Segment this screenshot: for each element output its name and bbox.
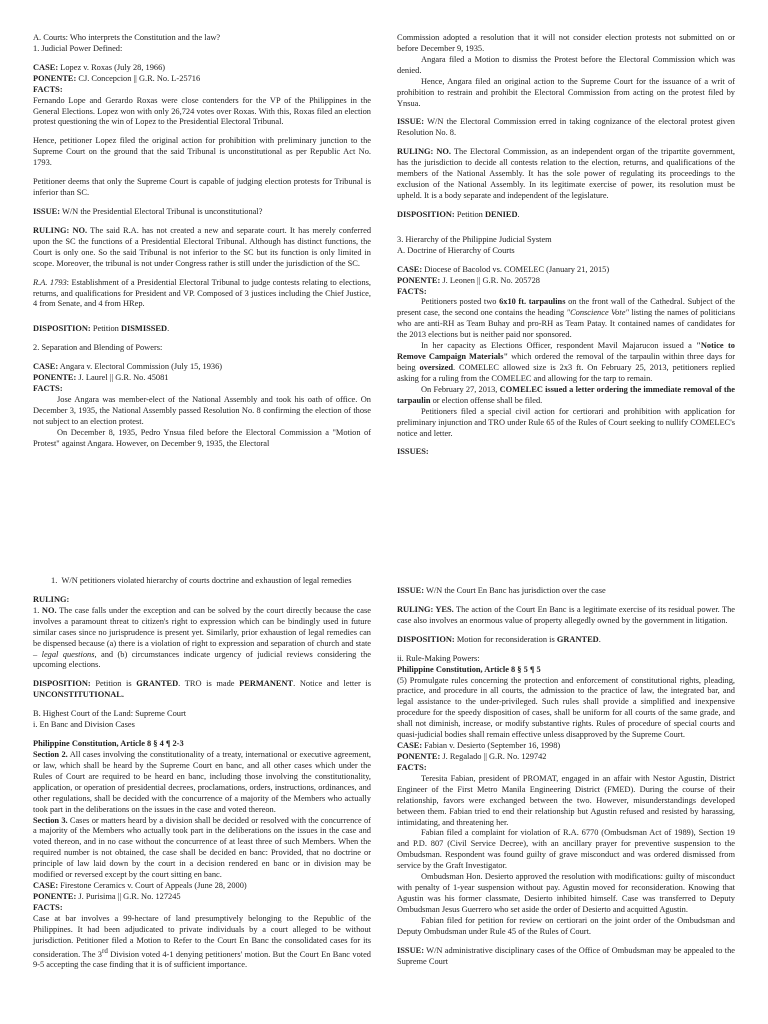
constitution-article: Philippine Constitution, Article 8 § 5 ¶ 5 bbox=[397, 664, 541, 674]
ruling-label: RULING: bbox=[33, 594, 70, 604]
ponente-line: PONENTE: CJ. Concepcion || G.R. No. L-25716 bbox=[33, 73, 201, 83]
issue-line: ISSUE: W/N the Electoral Commission erred in taking cognizance of the electoral protest given Resolution No. 8. bbox=[397, 117, 735, 138]
ra-paragraph: R.A. 1793: Establishment of a Presidential Electoral Tribunal to judge contests relating to elections, returns, and qualifications for President and VP. Composed of 3 justices including the Chief Justice, 4 from Senate, and 4 from HRep. bbox=[33, 277, 372, 309]
facts-paragraph: Commission adopted a resolution that it will not consider election protests not submitted on or before December 9, 1935. bbox=[397, 33, 735, 53]
page1-right-column bbox=[397, 33, 735, 466]
disposition-line: DISPOSITION: Petition DENIED. bbox=[397, 209, 520, 219]
issue-line: ISSUE: W/N the Presidential Electoral Tribunal is unconstitutional? bbox=[33, 206, 263, 216]
page2-left-column bbox=[33, 576, 371, 971]
page1-left-column bbox=[33, 33, 371, 450]
facts-paragraph: Teresita Fabian, president of PROMAT, engaged in an affair with Nestor Agustin, District Engineer of the First Metro Manila Engineering District (FMED). During the course of their relationship, favors were exchanged between the two. However, misunderstandings developed between them. Fabian tried to end their relationship but Agustin refused and resisted by harassing, intimidating, and threatening her. bbox=[397, 773, 735, 827]
facts-label: FACTS: bbox=[397, 762, 427, 772]
section-text: Section 2. All cases involving the constitutionality of a treaty, international or executive agreement, or law, which shall be heard by the Supreme Court en banc, and all other cases which under the Rules of Court are required to be heard en banc, including those involving the constitutionality, application, or operation of presidential decrees, proclamations, orders, instructions, ordinances, and other regulations, shall be decided with the concurrence of a majority of the Members who actually took part in the deliberations on the issues in the case and voted thereon. bbox=[33, 749, 371, 814]
case-heading: CASE: Fabian v. Desierto (September 16, 1998) bbox=[397, 741, 561, 751]
facts-paragraph: Petitioner deems that only the Supreme Court is capable of judging election protests for Tribunal is inferior than SC. bbox=[33, 177, 371, 198]
ponente-line: PONENTE: J. Leonen || G.R. No. 205728 bbox=[397, 275, 540, 285]
disposition-line: DISPOSITION: Motion for reconsideration is GRANTED. bbox=[397, 634, 601, 644]
facts-paragraph: Angara filed a Motion to dismiss the Protest before the Electoral Commission which was denied. bbox=[397, 54, 735, 75]
facts-paragraph: Ombudsman Hon. Desierto approved the resolution with modifications: guilty of misconduct with penalty of 1-year suspension without pay. Agustin moved for reconsideration. Knowing that Agustin was his former classmate, Desierto inhibited himself. Case was transferred to Deputy Ombudsman Jesus Guerrero who set aside the order of Desierto and acquitted Agustin. bbox=[397, 872, 735, 914]
ponente-line: PONENTE: J. Purisima || G.R. No. 127245 bbox=[33, 891, 181, 901]
facts-paragraph: Jose Angara was member-elect of the National Assembly and took his oath of office. On December 3, 1935, the National Assembly passed Resolution No. 8 confirming the election of those not subject to an election protest. bbox=[33, 394, 371, 426]
ruling-paragraph: 1. NO. The case falls under the exception and can be solved by the court directly because the case involves a paramount threat to citizen's right to expression which can be bindingly used in future similar cases since no jurisprudence is present yet. Similarly, prior exhaustion of legal remedies can be dispensed because (a) there is a violation of right to expression and separation of church and state – legal questions, and (b) circumstances indicate urgency of judicial reviews considering the upcoming elections. bbox=[33, 605, 371, 670]
issue-list-item: 1. W/N petitioners violated hierarchy of courts doctrine and exhaustion of legal remedies bbox=[51, 576, 352, 585]
facts-paragraph: Fernando Lope and Gerardo Roxas were close contenders for the VP of the Philippines in the General Elections. Lopez won with only 26,724 votes over Roxas. With this, Roxas filed an election protest questioning the win of Lopez to the Presidential Electoral Tribunal. bbox=[33, 95, 371, 127]
facts-label: FACTS: bbox=[33, 84, 63, 94]
constitution-article: Philippine Constitution, Article 8 § 4 ¶ 2-3 bbox=[33, 739, 184, 749]
facts-label: FACTS: bbox=[33, 902, 63, 912]
disposition-line: DISPOSITION: Petition DISMISSED. bbox=[33, 324, 170, 334]
facts-paragraph: Petitioners posted two 6x10 ft. tarpaulins on the front wall of the Cathedral. Subject of the present case, the second one contains the heading "Conscience Vote" listing the names of politicians who are anti-RH as Team Buhay and pro-RH as Team Patay. It contained names of candidates for the 2013 elections but is neither paid nor sponsored. bbox=[397, 297, 736, 340]
text-line: A. Courts: Who interprets the Constitution and the law? bbox=[33, 33, 221, 42]
ruling-paragraph: RULING: NO. The said R.A. has not created a new and separate court. It has merely conferred upon the SC the functions of a Presidential Electoral Tribunal. Although has distinct functions, the Court is only one. So the said Tribunal is not inferior to the SC but its function is only limited in scope. Moreover, the tribunal is not under Congress rather is still under the jurisdiction of the SC. bbox=[33, 225, 372, 268]
section-subheading: ii. Rule-Making Powers: bbox=[397, 653, 480, 663]
ponente-line: PONENTE: J. Laurel || G.R. No. 45081 bbox=[33, 373, 169, 383]
ruling-paragraph: RULING: YES. The action of the Court En Banc is a legitimate exercise of its residual power. The case also involves an enormous value of property allegedly owned by the government in litigation. bbox=[397, 604, 735, 625]
section-subheading: i. En Banc and Division Cases bbox=[33, 720, 135, 730]
section-heading: B. Highest Court of the Land: Supreme Court bbox=[33, 709, 187, 719]
facts-paragraph: Fabian filed a complaint for violation of R.A. 6770 (Ombudsman Act of 1989), Section 19 and P.D. 807 (Civil Service Decree), with an ancillary prayer for preventive suspension to the Ombudsman. Respondent was found guilty of grave misconduct and was ordered dismissed from service by the Graft Investigator. bbox=[397, 828, 735, 871]
section-subheading: A. Doctrine of Hierarchy of Courts bbox=[397, 245, 515, 255]
case-heading: CASE: Angara v. Electoral Commission (July 15, 1936) bbox=[33, 362, 223, 372]
section-text: (5) Promulgate rules concerning the protection and enforcement of constitutional rights, pleading, practice, and procedure in all courts, the admission to the practice of law, the integrated bar, and legal assistance to the under-privileged. Such rules shall provide a simplified and inexpensive procedure for the speedy disposition of cases, shall be uniform for all courts of the same grade, and shall not diminish, increase, or modify substantive rights. Rules of procedure of special courts and quasi-judicial bodies shall remain effective unless disapproved by the Supreme Court. bbox=[397, 675, 735, 740]
issues-label: ISSUES: bbox=[397, 447, 429, 457]
text-line: 1. Judicial Power Defined: bbox=[33, 43, 123, 53]
facts-paragraph: Case at bar involves a 99-hectare of land presumptively belonging to the Republic of the Philippines. It had been adjudicated to private individuals by a court alleged to be without jurisdiction. Petitioner filed a Motion to Refer to the Court En Banc the consolidated cases for its consideration. The 3rd Division voted 4-1 denying petitioners' motion. But the Court En Banc voted 9-5 accepting the case finding that it is of sufficient importance. bbox=[33, 913, 371, 970]
facts-label: FACTS: bbox=[33, 384, 63, 394]
case-heading: CASE: Firestone Ceramics v. Court of Appeals (June 28, 2000) bbox=[33, 881, 247, 891]
facts-paragraph: Petitioners filed a special civil action for certiorari and prohibition with application for preliminary injunction and TRO under Rule 65 of the Rules of Court seeking to nullify COMELEC's notice and letter. bbox=[397, 406, 735, 438]
case-heading: CASE: Diocese of Bacolod vs. COMELEC (January 21, 2015) bbox=[397, 264, 610, 274]
case-heading: CASE: Lopez v. Roxas (July 28, 1966) bbox=[33, 62, 166, 72]
facts-paragraph: Hence, Angara filed an original action to the Supreme Court for the issuance of a writ of prohibition to restrain and prohibit the Electoral Commission from acting on the protest filed by Ynsua. bbox=[397, 76, 735, 108]
issue-line: ISSUE: W/N the Court En Banc has jurisdiction over the case bbox=[397, 586, 606, 595]
facts-paragraph: On December 8, 1935, Pedro Ynsua filed before the Electoral Commission a "Motion of Protest" against Angara. However, on December 9, 1935, the Electoral bbox=[33, 427, 371, 448]
section-heading: 3. Hierarchy of the Philippine Judicial System bbox=[397, 234, 552, 244]
facts-paragraph: On February 27, 2013, COMELEC issued a letter ordering the immediate removal of the tarpaulin or election offense shall be filed. bbox=[397, 384, 736, 405]
ponente-line: PONENTE: J. Regalado || G.R. No. 129742 bbox=[397, 751, 547, 761]
facts-label: FACTS: bbox=[397, 286, 427, 296]
issue-line: ISSUE: W/N administrative disciplinary cases of the Office of Ombudsman may be appealed to the Supreme Court bbox=[397, 945, 735, 966]
facts-paragraph: Fabian filed for petition for review on certiorari on the joint order of the Ombudsman and Deputy Ombudsman under Rule 45 of the Rules of Court. bbox=[397, 915, 735, 936]
section-text: Section 3. Cases or matters heard by a division shall be decided or resolved with the concurrence of a majority of the Members who actually took part in the deliberations on the issues in the case and voted thereon, and in no case without the concurrence of at least three of such Members. When the required number is not obtained, the case shall be decided en banc: Provided, that no doctrine or principle of law laid down by the court in a decision rendered en banc or in division may be modified or reversed except by the court sitting en banc. bbox=[33, 815, 371, 880]
facts-paragraph: Hence, petitioner Lopez filed the original action for prohibition with preliminary junction to the Supreme Court on the ground that the said Tribunal is unconstitutional as per Republic Act No. 1793. bbox=[33, 136, 371, 168]
section-heading: 2. Separation and Blending of Powers: bbox=[33, 343, 163, 353]
disposition-line: DISPOSITION: Petition is GRANTED. TRO is made PERMANENT. Notice and letter is UNCONSTITUTIONAL. bbox=[33, 679, 371, 700]
page2-right-column bbox=[397, 586, 735, 976]
ruling-paragraph: RULING: NO. The Electoral Commission, as an independent organ of the tripartite government, has the jurisdiction to decide all contests relation to the election, returns, and qualifications of the members of the National Assembly. It has the sole power of regulating its proceedings to the exclusion of the National Assembly. In its legitimate exercise of power, its resolution must be upheld. It is a body separate and independent of the legislature. bbox=[397, 147, 736, 200]
facts-paragraph: In her capacity as Elections Officer, respondent Mavil Majarucon issued a "Notice to Remove Campaign Materials" which ordered the removal of the tarpaulin within three days for being oversized. COMELEC allowed size is 2x3 ft. On February 25, 2013, petitioners replied asking for a ruling from the COMELEC and allowing for the tarp to remain. bbox=[397, 341, 735, 383]
